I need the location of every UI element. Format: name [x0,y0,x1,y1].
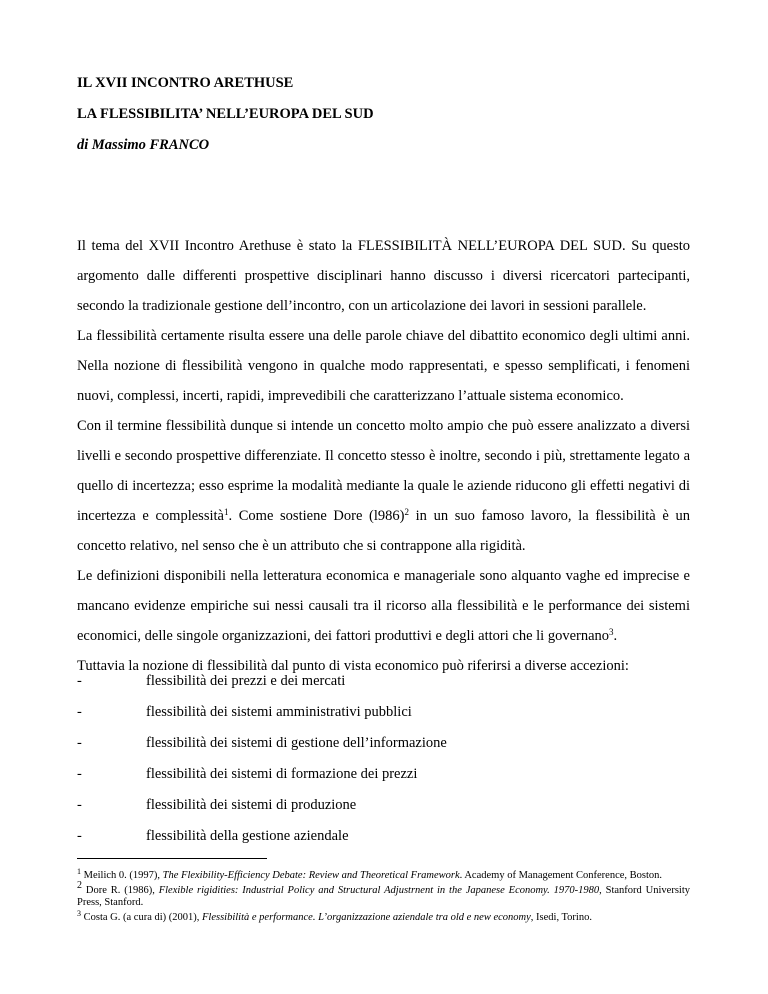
footnote-number: 1 [77,867,81,876]
paragraph-4-part-a: Le definizioni disponibili nella letteratura economica e manageriale sono alquanto vaghe ed imprecise e mancano evidenze empiriche sui nessi causali tra il ricorso alla flessibilità e le performance dei sistemi economici, delle singole organizzazioni, dei fattori produttivi e degli attori che li governano [77,568,690,644]
list-dash: - [77,673,82,689]
paragraph-4-part-b: . [613,628,618,644]
footnote-1 [77,867,690,883]
paragraph-3-part-a: Con il termine flessibilità dunque si intende un concetto molto ampio che può essere analizzato a diversi livelli e secondo prospettive differenziate. Il concetto stesso è inoltre, secondo i più, strettamente legato a quello di incertezza; esso esprime la modalità mediante la quale le aziende riducono gli effetti negativi di incertezza e complessità [77,418,690,524]
list-item-text: flessibilità dei sistemi di formazione dei prezzi [146,766,418,782]
list-item-text: flessibilità della gestione aziendale [146,828,349,844]
footnote-text: Meilich 0. (1997), [81,870,163,881]
paragraph-4 [77,561,690,651]
paragraph-5: Tuttavia la nozione di flessibilità dal punto di vista economico può riferirsi a diverse accezioni: [77,658,629,674]
paragraph-3-part-c: in un suo famoso lavoro, la flessibilità è un concetto relativo, nel senso che è un attributo che si contrappone alla rigidità. [77,508,690,554]
author-byline: di Massimo FRANCO [77,137,210,153]
footnote-title: Flessibilità e performance. L’organizzazione aziendale tra old e new economy [202,911,531,923]
footnote-number: 3 [77,908,81,918]
footnote-ref-3[interactable]: 3 [609,627,614,637]
footnote-text: Dore R. (1986), [82,884,159,896]
paragraph-3-part-b: . Come sostiene Dore (l986) [228,508,405,524]
paragraph-2: La flessibilità certamente risulta essere una delle parole chiave del dibattito economico degli ultimi anni. Nella nozione di flessibilità vengono in qualche modo rappresentati, e spesso semplificati, i fenomeni nuovi, complessi, incerti, rapidi, imprevedibili che caratterizzano l’attuale sistema economico. [77,328,690,404]
footnote-2 [77,879,690,910]
list-item-text: flessibilità dei sistemi di gestione dell’informazione [146,735,447,751]
footnote-text: . Academy of Management Conference, Boston. [459,870,663,881]
footnote-ref-2[interactable]: 2 [404,507,409,517]
paragraph-1: Il tema del XVII Incontro Arethuse è stato la FLESSIBILITÀ NELL’EUROPA DEL SUD. Su questo argomento dalle differenti prospettive disciplinari hanno discusso i diversi ricercatori partecipanti, secondo la tradizionale gestione dell’incontro, con un articolazione dei lavori in sessioni parallele. [77,238,690,314]
footnotes [77,867,690,926]
list-item-text: flessibilità dei sistemi amministrativi pubblici [146,704,412,720]
footnote-text: , Stanford University Press, Stanford. [77,884,690,908]
footnote-title: Flexible rigidities: Industrial Policy and Structural Adjustrnent in the Japanese Economy. 1970-1980 [158,884,600,896]
list-item-text: flessibilità dei sistemi di produzione [146,797,357,813]
list-dash: - [77,704,82,720]
footnote-3 [77,908,690,925]
document-subtitle: LA FLESSIBILITA’ NELL’EUROPA DEL SUD [77,106,374,122]
footnote-text: Costa G. (a cura di) (2001), [81,911,203,923]
list-dash: - [77,828,82,844]
article-body [77,231,690,681]
footnote-text: , Isedi, Torino. [530,911,592,923]
footnote-separator [77,858,267,859]
paragraph-3 [77,411,690,561]
list-dash: - [77,766,82,782]
footnote-title: The Flexibility-Efficiency Debate: Review and Theoretical Framework [162,870,460,881]
list-item-text: flessibilità dei prezzi e dei mercati [146,673,346,689]
footnote-number: 2 [77,879,82,891]
footnote-ref-1[interactable]: 1 [223,507,229,517]
list-dash: - [77,797,82,813]
document-title: IL XVII INCONTRO ARETHUSE [77,75,294,91]
list-dash: - [77,735,82,751]
